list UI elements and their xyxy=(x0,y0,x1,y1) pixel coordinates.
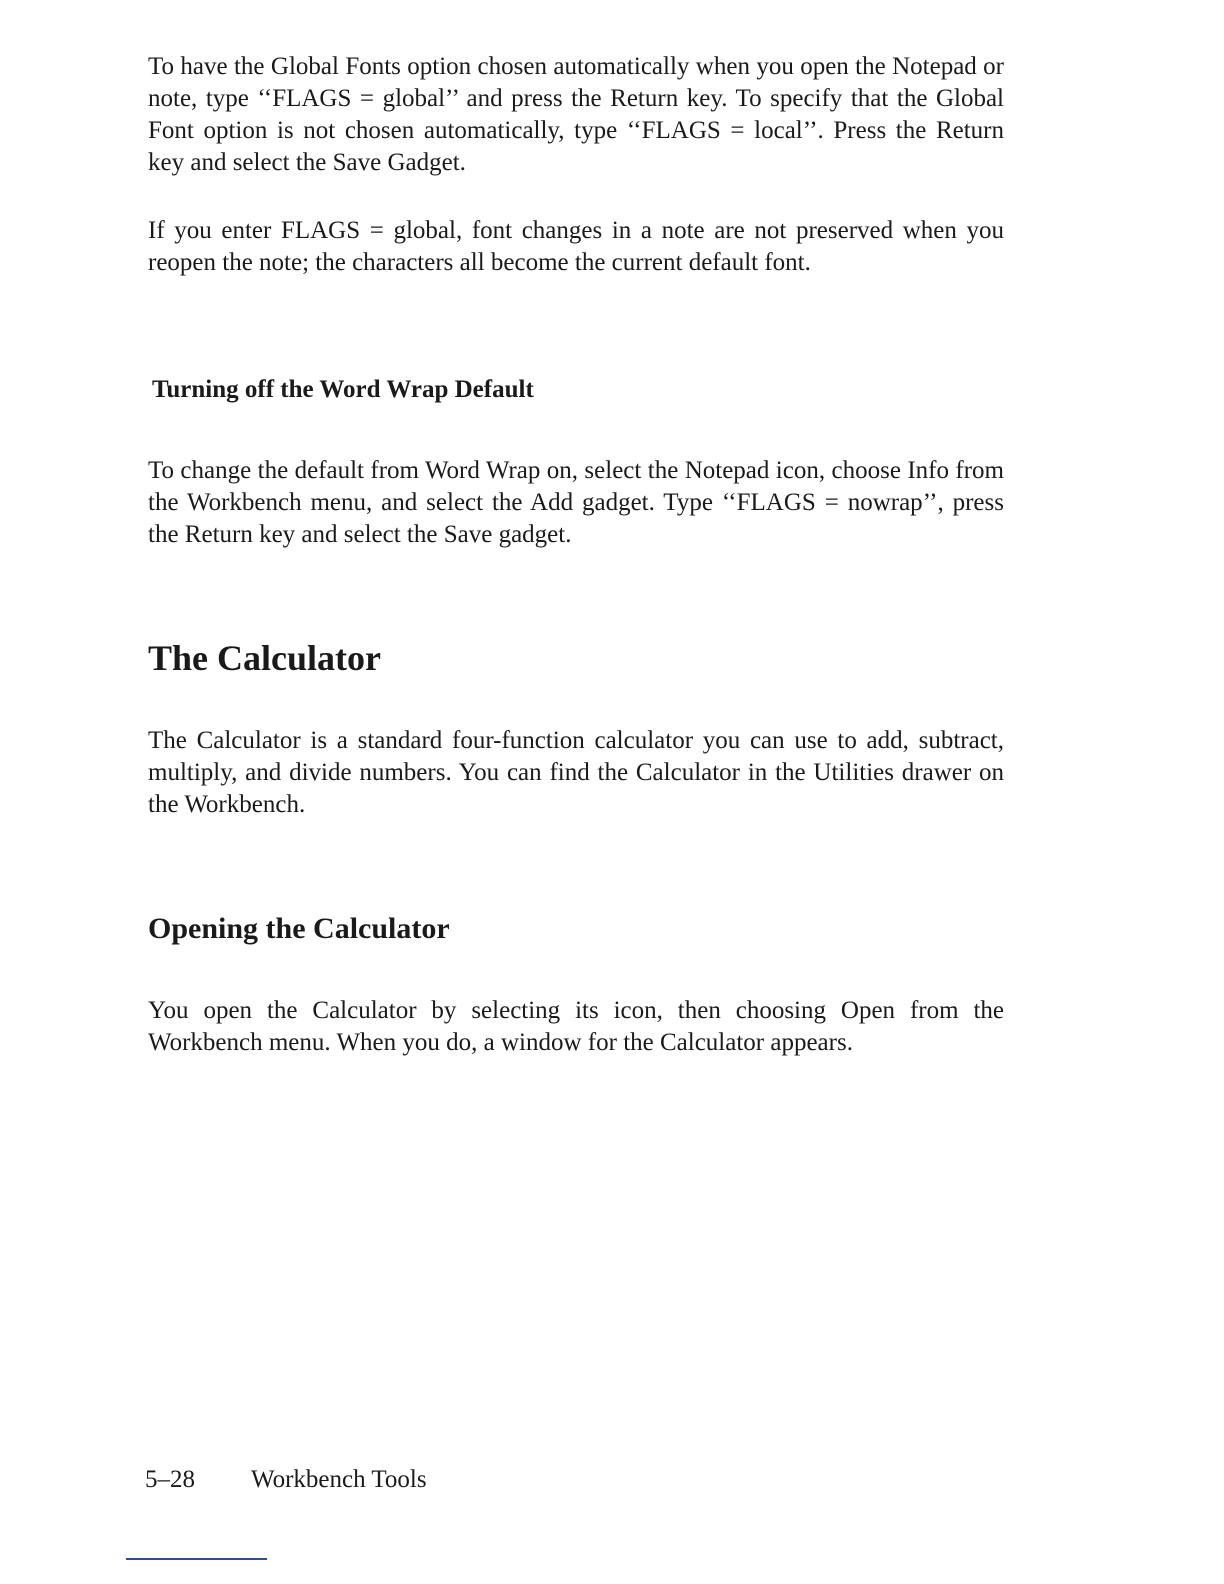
bottom-rule xyxy=(126,1558,267,1560)
footer-section-title: Workbench Tools xyxy=(251,1466,427,1493)
opening-calculator-heading: Opening the Calculator xyxy=(148,912,450,945)
calculator-intro-paragraph: The Calculator is a standard four-function calculator you can use to add, subtract, multiply, and divide numbers. You can find the Calculator in the Utilities drawer on the Workbench. xyxy=(148,727,1004,818)
global-fonts-paragraph: To have the Global Fonts option chosen automatically when you open the Notepad or note, type ‘‘FLAGS = global’’ and press the Return key. To specify that the Global Font option is not chosen automatically, type ‘‘FLAGS = local’’. Press the Return key and select the Save Gadget. xyxy=(148,53,1004,176)
word-wrap-paragraph: To change the default from Word Wrap on, select the Notepad icon, choose Info from the Workbench menu, and select the Add gadget. Type ‘‘FLAGS = nowrap’’, press the Return key and select the Save gadget. xyxy=(148,457,1004,548)
page-number: 5–28 xyxy=(145,1466,195,1493)
page-footer xyxy=(145,1464,427,1496)
flags-global-paragraph: If you enter FLAGS = global, font changes in a note are not preserved when you reopen the note; the characters all become the current default font. xyxy=(148,217,1004,276)
word-wrap-heading: Turning off the Word Wrap Default xyxy=(152,376,534,403)
calculator-title: The Calculator xyxy=(148,638,381,678)
opening-calculator-paragraph: You open the Calculator by selecting its icon, then choosing Open from the Workbench menu. When you do, a window for the Calculator appears. xyxy=(148,997,1004,1056)
